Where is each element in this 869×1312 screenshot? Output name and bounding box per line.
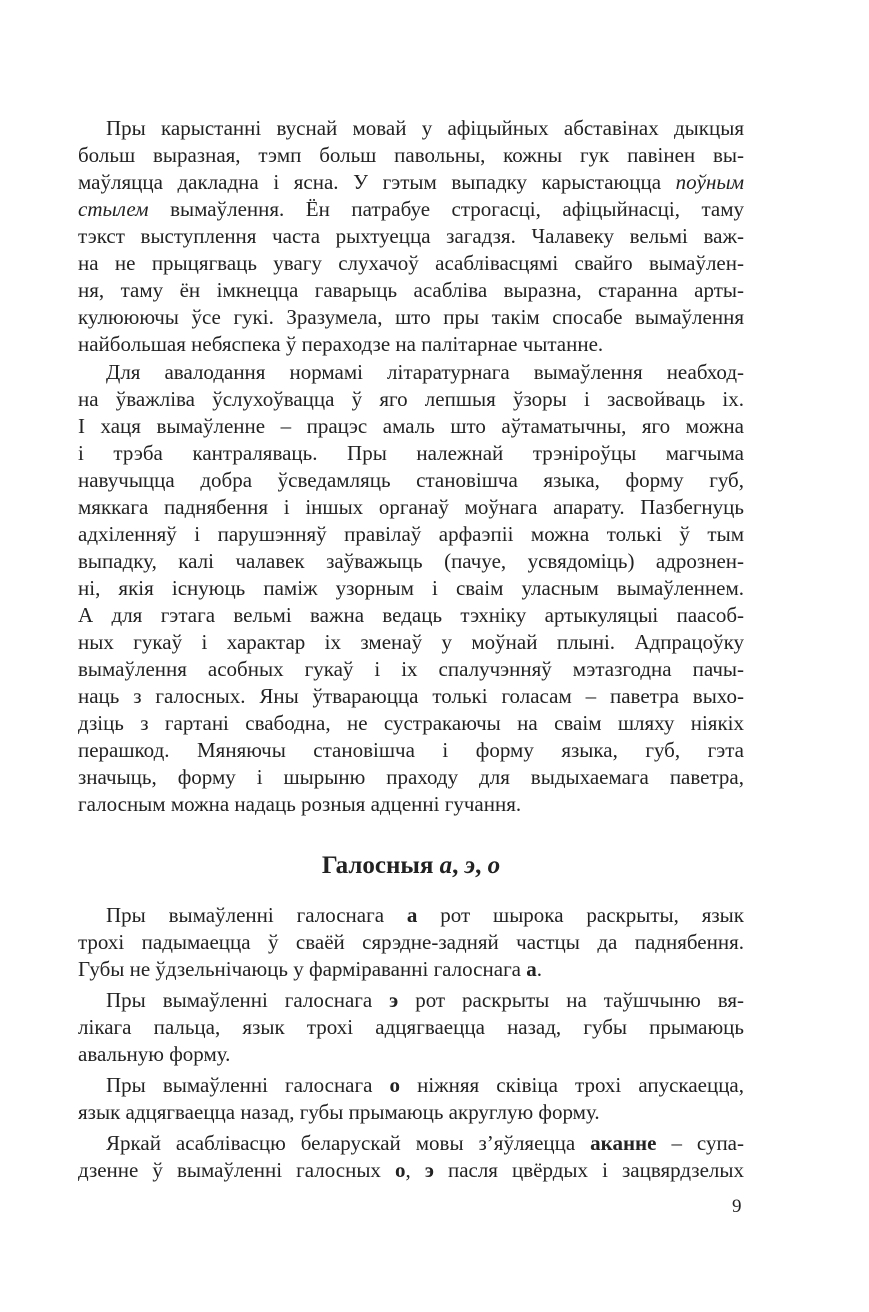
text-line [78,1130,744,1157]
bold-term: э [424,1158,434,1182]
text-line: тэкст выступлення часта рыхтуецца загадзя. Чалавеку вельмі важ- [78,224,744,248]
text-line: І хаця вымаўленне – працэс амаль што аўтаматычны, яго можна [78,414,744,438]
section-heading [78,848,744,884]
text-run: маўляцца дакладна і ясна. У гэтым выпадку карыстаюцца [78,170,676,194]
text-line: ні, якія існуюць паміж узорным і сваім уласным вымаўленнем. [78,576,744,600]
bold-term: о [395,1158,406,1182]
text-line: Для авалодання нормамі літаратурнага вымаўлення неабход- [106,360,744,384]
text-line: ня, таму ён імкнецца гаварыць асабліва выразна, старанна арты- [78,278,744,302]
text-line: навучыцца добра ўсведамляць становішча языка, форму губ, [78,468,744,492]
bold-term: э [389,988,399,1012]
bold-term: а [406,903,418,927]
text-run: Губы не ўдзельнічаюць у фарміраванні галоснага [78,957,527,981]
text-run: дзенне ў вымаўленні галосных [78,1158,395,1182]
text-line: перашкод. Мяняючы становішча і форму языка, губ, гэта [78,738,744,762]
text-line: на ўважліва ўслухоўвацца ў яго лепшыя ўзоры і засвойваць іх. [78,387,744,411]
text-line [78,196,744,223]
italic-term: поўным [675,170,744,194]
text-line [78,987,744,1014]
text-line: вымаўлення асобных гукаў і іх спалучэнняў мэтазгодна пачы- [78,657,744,681]
bold-term: аканне [590,1131,657,1155]
text-run: рот шырока раскрыты, язык [417,903,744,927]
text-run: Пры вымаўленні галоснага [106,1073,390,1097]
heading-separator: , [452,852,465,879]
text-line: адхіленняў і парушэнняў правілаў арфаэпіі можна толькі ў тым [78,522,744,546]
text-line: дзіць з гартані свабодна, не сустракаючы на сваім шляху ніякіх [78,711,744,735]
text-line: значыць, форму і шырыню праходу для выдыхаемага паветра, [78,765,744,789]
paragraph-avaladanne [78,359,744,818]
text-run: рот раскрыты на таўшчыню вя- [398,988,745,1012]
bold-term: о [389,1073,401,1097]
text-line: лікага пальца, язык трохі адцягваецца назад, губы прымаюць [78,1015,744,1039]
text-line [78,956,744,983]
heading-text: Галосныя [321,852,434,879]
text-line: мяккага паднябення і іншых органаў моўнага апарату. Пазбегнуць [78,495,744,519]
text-line: галосным можна надаць розныя адценні гучання. [78,792,522,816]
text-line: найбольшая небяспека ў пераходзе на палітарнае чытанне. [78,332,604,356]
text-line: авальную форму. [78,1042,231,1066]
text-line [78,169,744,196]
text-line: трохі падымаецца ў сваёй сярэдне-задняй частцы да паднябення. [78,930,744,954]
text-line: А для гэтага вельмі важна ведаць тэхніку артыкуляцыі паасоб- [78,603,744,627]
text-run: – супа- [656,1131,744,1155]
heading-letter-e: э [464,852,476,879]
page-number: 9 [732,1196,742,1217]
text-line: кулююючы ўсе гукі. Зразумела, што пры такім спосабе вымаўлення [78,305,744,329]
text-line: Пры карыстанні вуснай мовай у афіцыйных абставінах дыкцыя [106,116,744,140]
bold-term: а [526,957,537,981]
text-run: , [405,1158,425,1182]
text-line: выпадку, калі чалавек заўважыць (пачуе, усвядоміць) адрознен- [78,549,744,573]
text-run: Пры вымаўленні галоснага [106,988,390,1012]
heading-separator: , [475,852,488,879]
italic-term: стылем [78,197,149,221]
heading-letter-a: а [439,852,453,879]
text-line: больш выразная, тэмп больш павольны, кожны гук павінен вы- [78,143,744,167]
text-run: пасля цвёрдых і зацвярдзелых [433,1158,744,1182]
text-line [78,1157,744,1184]
text-run: . [536,957,542,981]
text-line: на не прыцягваць увагу слухачоў асаблівасцямі свайго вымаўлен- [78,251,744,275]
text-run: ніжняя сківіца трохі апускаецца, [400,1073,745,1097]
section-body [78,902,744,1184]
text-line: і трэба кантраляваць. Пры належнай трэніроўцы магчыма [78,441,744,465]
text-line: язык адцягваецца назад, губы прымаюць акруглую форму. [78,1100,600,1124]
text-run: вымаўлення. Ён патрабуе строгасці, афіцыйнасці, таму [148,197,744,221]
text-run: Пры вымаўленні галоснага [106,903,407,927]
text-line [78,902,744,929]
text-line: наць з галосных. Яны ўтвараюцца толькі голасам – паветра выхо- [78,684,744,708]
heading-letter-o: о [487,852,501,879]
paragraph-polny-styl [78,115,744,358]
text-line [78,1072,744,1099]
text-run: Яркай асаблівасцю беларускай мовы з’яўляецца [106,1131,591,1155]
text-line: ных гукаў і характар іх зменаў у моўнай плыні. Адпрацоўку [78,630,744,654]
